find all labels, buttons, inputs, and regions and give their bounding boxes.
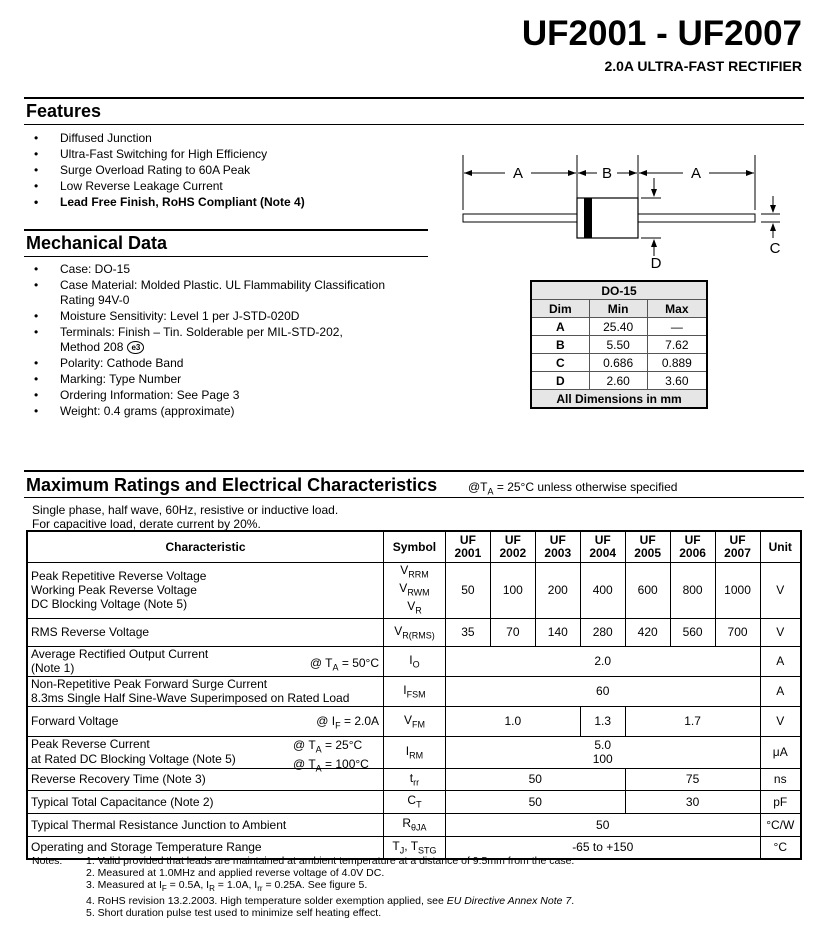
test-condition [310,656,379,674]
list-item: • Ordering Information: See Page 3 [26,388,426,403]
list-item: • Diffused Junction [26,131,426,146]
list-item: • Ultra-Fast Switching for High Efficiency [26,147,426,162]
note-text: 3. Measured at I [86,879,162,891]
value-cell: 560 [670,618,715,646]
label-d: D [650,255,662,272]
unit-cell: pF [760,790,801,813]
dim-cell: — [647,318,707,336]
list-item [26,325,426,355]
ratings-intro [32,503,338,531]
symbol-sub: R(RMS) [402,630,435,641]
note-text: = 0.5A, I [166,879,210,891]
header-part [670,531,715,562]
symbol: t [409,770,414,785]
dim-cell: 25.40 [589,318,647,336]
dim-cell: C [531,354,589,372]
value-cell: 50 [445,562,490,618]
cond-text: @ T [309,656,333,671]
note-item [86,879,826,895]
dim-header: Min [589,300,647,318]
note-sub: rr [257,884,263,894]
dim-header: Dim [531,300,589,318]
dim-cell: 3.60 [647,372,707,390]
table-row [27,768,801,790]
mechanical-list [26,262,426,420]
list-item: • Surge Overload Rating to 60A Peak [26,163,426,178]
cond-text: @ T [293,737,316,752]
symbol: V [403,712,412,727]
list-item: • Low Reverse Leakage Current [26,179,426,194]
value-line: 100 [592,752,613,767]
symbol-sub: RRM [408,568,429,579]
header-part [445,531,490,562]
list-item: • Moisture Sensitivity: Level 1 per J-STD-020D [26,309,426,324]
note-item: 5. Short duration pulse test used to minimize self heating effect. [86,907,382,920]
list-item: • Weight: 0.4 grams (approximate) [26,404,426,419]
list-item: • Lead Free Finish, RoHS Compliant (Note 4) [26,195,426,210]
unit-cell: A [760,676,801,706]
part-number: 2002 [499,545,527,560]
symbol-cell [384,706,446,736]
header-characteristic: Characteristic [27,531,384,562]
cond-text: @ I [316,713,336,728]
symbol-sub: θJA [411,822,427,833]
list-item [26,278,426,308]
cond-text: = 100°C [321,757,369,772]
value-cell: 50 [445,790,625,813]
part-number: 2006 [679,545,706,560]
table-row [27,736,801,768]
symbol: V [399,580,408,595]
note-text-italic: EU Directive Annex Note 7 [446,895,572,908]
note-item [86,895,826,907]
table-row [27,706,801,736]
char-line: (Note 1) [31,661,75,676]
part-prefix: UF [504,532,521,547]
note-item: 1. Valid provided that leads are maintained at ambient temperature at a distance of 9.5mm from the case. [86,855,575,867]
list-item: • Marking: Type Number [26,372,426,387]
notes-label: Notes: [32,855,63,867]
header-part [490,531,535,562]
table-row [531,318,707,336]
header-unit: Unit [760,531,801,562]
label-c: C [769,240,781,257]
list-item: • Polarity: Cathode Band [26,356,426,371]
char-line: Peak Repetitive Reverse Voltage [31,569,207,584]
value-cell: 200 [535,562,580,618]
characteristic-cell: Reverse Recovery Time (Note 3) [27,768,384,790]
divider [24,124,804,125]
characteristic-cell: Operating and Storage Temperature Range [27,836,384,859]
value-cell: 1.3 [580,706,625,736]
dim-cell: B [531,336,589,354]
unit-cell: °C [760,836,801,859]
note-text: . [571,895,575,908]
divider [24,97,804,99]
dim-table-footer: All Dimensions in mm [531,390,707,409]
intro-line: For capacitive load, derate current by 20%. [32,517,261,531]
value-cell: 1.0 [445,706,580,736]
list-item-text: Rating 94V-0 [60,293,130,307]
value-cell: 600 [625,562,670,618]
value-cell: 75 [625,768,760,790]
value-line: 5.0 [594,738,612,753]
symbol: R [402,816,412,831]
table-row [531,336,707,354]
dim-cell: D [531,372,589,390]
symbol-cell [384,618,446,646]
cond-sub: A [315,763,322,774]
unit-cell: V [760,618,801,646]
table-row [27,790,801,813]
part-prefix: UF [459,532,476,547]
part-number: 2004 [589,545,617,560]
symbol-sub: R [415,605,422,616]
char-line: Forward Voltage [31,714,119,729]
list-item-text: Method 208 [60,340,124,354]
features-list [26,131,426,211]
mechanical-title: Mechanical Data [26,233,168,253]
symbol: I [405,743,410,758]
symbol-cell [384,813,446,836]
symbol-sub: RWM [407,587,430,598]
characteristic-cell: RMS Reverse Voltage [27,618,384,646]
ratings-title: Maximum Ratings and Electrical Characteristics [26,475,438,495]
part-prefix: UF [729,532,746,547]
symbol-cell [384,646,446,676]
part-prefix: UF [594,532,611,547]
page-subtitle: 2.0A ULTRA-FAST RECTIFIER [604,58,802,74]
condition-text: = 25°C unless otherwise specified [493,480,678,494]
value-cell: 700 [715,618,760,646]
symbol-cell [384,736,446,768]
dim-header: Max [647,300,707,318]
intro-line: Single phase, half wave, 60Hz, resistive or inductive load. [32,503,339,517]
note-text: = 0.25A. See figure 5. [262,879,368,891]
dim-cell: 5.50 [589,336,647,354]
unit-cell: ns [760,768,801,790]
value-cell: 70 [490,618,535,646]
symbol: V [400,562,409,577]
dim-cell: 0.889 [647,354,707,372]
symbol: C [407,793,417,808]
value-cell: 1.7 [625,706,760,736]
value-cell: 420 [625,618,670,646]
list-item: • Case: DO-15 [26,262,426,277]
symbol: I [409,652,413,667]
value-cell: 50 [445,768,625,790]
value-cell: 35 [445,618,490,646]
value-cell: 30 [625,790,760,813]
ratings-condition [468,480,677,496]
dim-cell: A [531,318,589,336]
characteristic-cell: Typical Thermal Resistance Junction to Ambient [27,813,384,836]
symbol-sub: RM [409,750,424,761]
symbol-sub: rr [413,777,420,788]
cond-sub: A [315,744,322,755]
unit-cell: A [760,646,801,676]
test-condition [316,714,379,730]
note-item: 2. Measured at 1.0MHz and applied reverse voltage of 4.0V DC. [86,867,385,879]
table-row [531,372,707,390]
symbol-cell [384,562,446,618]
symbol-sub: STG [418,845,437,856]
notes-list [86,855,826,919]
symbol: T [392,839,400,854]
note-text: 4. RoHS revision 13.2.2003. High temperature solder exemption applied, see [86,895,447,908]
table-row [27,646,801,676]
part-prefix: UF [639,532,656,547]
part-number: 2001 [454,545,482,560]
symbol: I [403,682,407,697]
dim-cell: 7.62 [647,336,707,354]
value-cell: 400 [580,562,625,618]
value-cell: 60 [445,676,760,706]
header-part [625,531,670,562]
label-a: A [512,165,524,182]
symbol-sub: O [412,659,420,670]
characteristic-cell [27,676,384,706]
table-row [27,813,801,836]
unit-cell: °C/W [760,813,801,836]
char-line: Non-Repetitive Peak Forward Surge Current [31,677,268,692]
label-a-right: A [690,165,702,182]
symbol-sub: FSM [406,689,426,700]
part-prefix: UF [549,532,566,547]
table-header-row [27,531,801,562]
cond-text: @ T [293,757,316,772]
part-number: 2003 [544,545,572,560]
divider [24,256,428,257]
value-cell: 280 [580,618,625,646]
cond-text: = 25°C [321,737,363,752]
features-title: Features [26,101,102,121]
divider [24,470,804,472]
characteristic-cell [27,646,384,676]
page-title: UF2001 - UF2007 [521,14,802,53]
symbol: V [407,599,416,614]
symbol-sub: J [399,845,405,856]
value-cell: 100 [490,562,535,618]
cond-sub: F [335,720,341,731]
dim-cell: 2.60 [589,372,647,390]
unit-cell: μA [760,736,801,768]
value-cell: -65 to +150 [445,836,760,859]
condition-sub: A [487,486,494,497]
condition-text: @T [468,480,488,494]
char-line: DC Blocking Voltage (Note 5) [31,597,188,612]
cond-sub: A [332,662,339,673]
table-row [27,562,801,618]
note-text: = 1.0A, I [214,879,258,891]
table-row [531,354,707,372]
value-cell: 50 [445,813,760,836]
header-part [535,531,580,562]
label-b: B [601,165,613,182]
note-sub: R [209,884,215,894]
char-line: Average Rectified Output Current [31,647,209,662]
value-cell: 2.0 [445,646,760,676]
characteristic-cell: Typical Total Capacitance (Note 2) [27,790,384,813]
dimension-table [530,280,708,409]
characteristic-cell [27,736,384,774]
value-cell [445,736,760,768]
e3-mark-icon: e3 [127,341,144,354]
characteristic-cell [27,562,384,618]
note-sub: F [161,884,167,894]
symbol-cell [384,790,446,813]
value-cell: 140 [535,618,580,646]
divider [24,497,804,498]
dim-cell: 0.686 [589,354,647,372]
char-line: at Rated DC Blocking Voltage (Note 5) [31,752,236,767]
test-condition [293,738,379,777]
value-cell: 800 [670,562,715,618]
cond-text: = 2.0A [340,713,380,728]
header-symbol: Symbol [384,531,446,562]
symbol-sub: FM [411,719,425,730]
symbol-cell [384,676,446,706]
char-line: Peak Reverse Current [31,737,150,752]
do15-outline-diagram [455,150,795,275]
characteristic-cell [27,706,384,736]
dim-table-title: DO-15 [531,281,707,300]
unit-cell: V [760,706,801,736]
part-number: 2007 [724,545,751,560]
unit-cell: V [760,562,801,618]
table-row [27,676,801,706]
list-item-text: Case Material: Molded Plastic. UL Flammability Classification [60,278,385,292]
divider [24,229,428,231]
part-number: 2005 [634,545,661,560]
symbol: , T [404,839,419,854]
ratings-table [26,530,802,860]
cond-text: = 50°C [338,656,380,671]
header-part [580,531,625,562]
symbol: V [394,623,403,638]
part-prefix: UF [684,532,701,547]
char-line: 8.3ms Single Half Sine-Wave Superimposed on Rated Load [31,691,350,706]
header-part [715,531,760,562]
list-item-text: Terminals: Finish – Tin. Solderable per MIL-STD-202, [60,325,343,339]
symbol-cell [384,768,446,790]
value-cell: 1000 [715,562,760,618]
table-row [27,618,801,646]
symbol-sub: T [416,799,422,810]
char-line: Working Peak Reverse Voltage [31,583,197,598]
